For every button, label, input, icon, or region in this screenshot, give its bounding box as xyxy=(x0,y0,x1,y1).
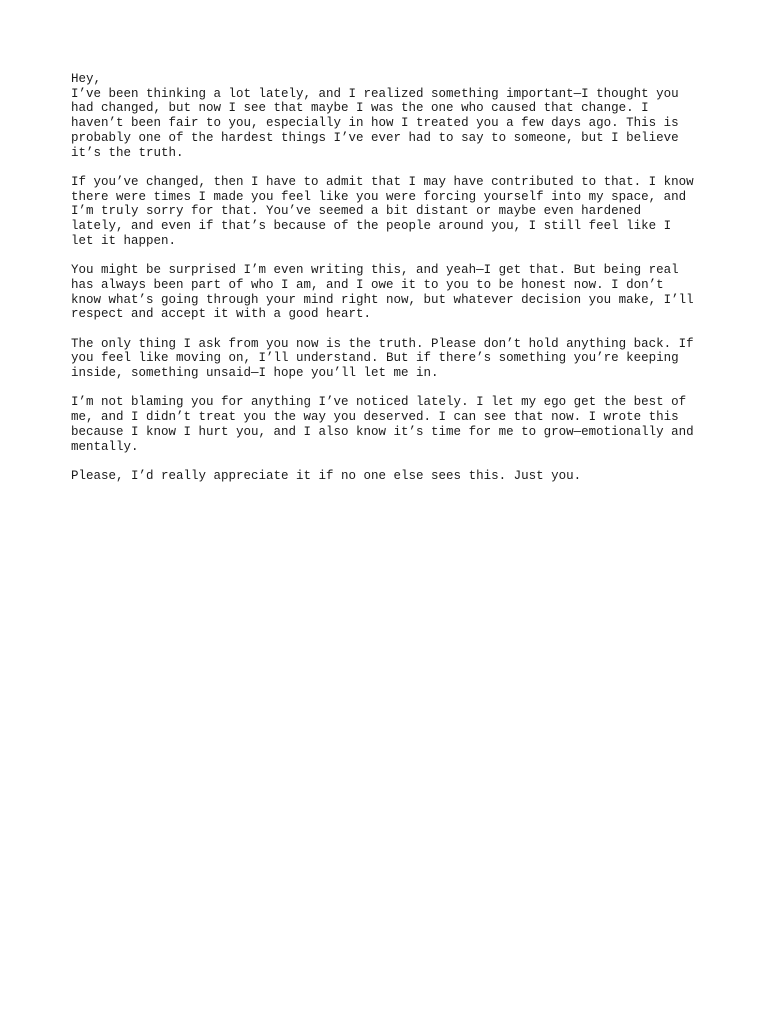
paragraph-line: me, and I didn’t treat you the way you deserved. I can see that now. I wrote this xyxy=(71,410,679,425)
paragraph-line: You might be surprised I’m even writing this, and yeah—I get that. But being real xyxy=(71,263,679,278)
paragraph-1 xyxy=(71,72,711,160)
paragraph-line: probably one of the hardest things I’ve ever had to say to someone, but I believe xyxy=(71,130,679,145)
paragraph-5 xyxy=(71,395,711,454)
paragraph-line: lately, and even if that’s because of the people around you, I still feel like I xyxy=(71,219,672,234)
paragraph-3 xyxy=(71,263,711,322)
paragraph-line: there were times I made you feel like you were forcing yourself into my space, and xyxy=(71,189,687,204)
paragraph-line: had changed, but now I see that maybe I was the one who caused that change. I xyxy=(71,101,649,116)
paragraph-line: it’s the truth. xyxy=(71,145,184,160)
paragraph-line: because I know I hurt you, and I also know it’s time for me to grow—emotionally and xyxy=(71,424,694,439)
paragraph-line: know what’s going through your mind right now, but whatever decision you make, I’ll xyxy=(71,292,694,307)
paragraph-line: mentally. xyxy=(71,439,139,454)
paragraph-4 xyxy=(71,337,711,381)
paragraph-line: I’ve been thinking a lot lately, and I realized something important—I thought you xyxy=(71,86,679,101)
paragraph-line: The only thing I ask from you now is the truth. Please don’t hold anything back. If xyxy=(71,336,694,351)
paragraph-2 xyxy=(71,175,711,249)
paragraph-line: If you’ve changed, then I have to admit that I may have contributed to that. I know xyxy=(71,174,694,189)
paragraph-line: inside, something unsaid—I hope you’ll let me in. xyxy=(71,366,439,381)
paragraph-line: I’m truly sorry for that. You’ve seemed a bit distant or maybe even hardened xyxy=(71,204,642,219)
paragraph-6 xyxy=(71,469,711,484)
paragraph-line: respect and accept it with a good heart. xyxy=(71,307,372,322)
greeting-line: Hey, xyxy=(71,72,102,86)
paragraph-line: I’m not blaming you for anything I’ve noticed lately. I let my ego get the best of xyxy=(71,395,687,410)
paragraph-line: has always been part of who I am, and I owe it to you to be honest now. I don’t xyxy=(71,277,664,292)
letter-body xyxy=(71,72,711,484)
paragraph-line: haven’t been fair to you, especially in how I treated you a few days ago. This is xyxy=(71,116,679,131)
paragraph-line: Please, I’d really appreciate it if no one else sees this. Just you. xyxy=(71,468,582,483)
paragraph-line: let it happen. xyxy=(71,233,177,248)
paragraph-line: you feel like moving on, I’ll understand. But if there’s something you’re keeping xyxy=(71,351,679,366)
